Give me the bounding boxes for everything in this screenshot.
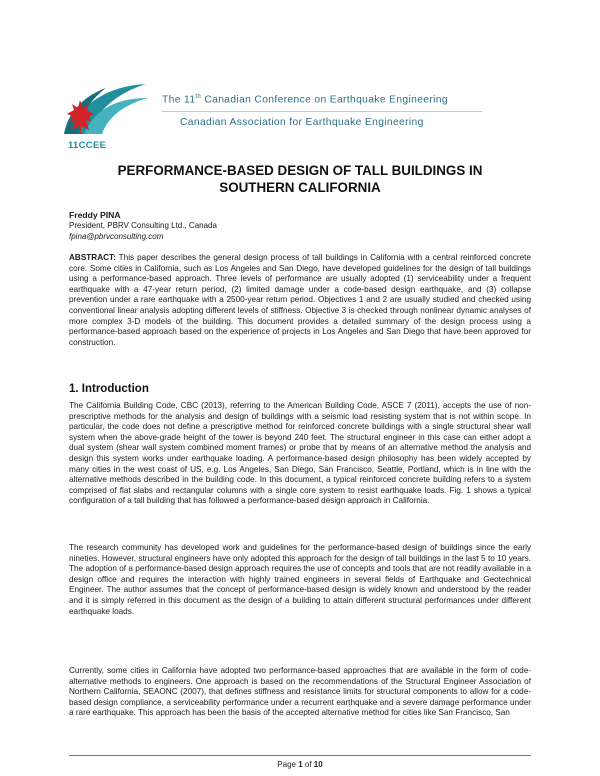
author-name: Freddy PINA [69,210,121,220]
author-affiliation: President, PBRV Consulting Ltd., Canada [69,221,217,230]
paper-title [100,162,500,196]
abstract-label: ABSTRACT: [69,253,116,262]
paragraph-1: The California Building Code, CBC (2013), referring to the American Building Code, ASCE 7 (2011), accepts the use of non-prescriptive methods for the analysis and design of buildings with a seismic load resisting system that is not within scope. In particular, the code does not define a prescriptive method for reinforced concrete buildings with a single structural shear wall system when the above-grade height of the tower is beyond 240 feet. The structural engineer in this case can either adopt a dual system (shear wall system combined moment frames) or probe that by means of an alternative method the analysis and design this system works under earthquake loading. A performance-based design philosophy has been widely accepted by many cities in the west coast of US, e.g. Los Angeles, San Diego, San Francisco, Seattle, Portland, which is in line with the alternative methods described in the building code. In this document, a typical reinforced concrete building refers to a system comprised of flat slabs and rectangular columns with a single core system to resist earthquake loads. Fig. 1 shows a typical configuration of a tall building that has followed a performance-based design approach in California. [69,401,531,506]
abstract [69,253,531,348]
header-divider [162,111,482,112]
conference-title: The 11th Canadian Conference on Earthquake Engineering [162,94,448,106]
author-email: fpina@pbrvconsulting.com [69,231,164,241]
logo-label: 11CCEE [68,140,107,151]
author-block [69,210,529,242]
paragraph-3: Currently, some cities in California have adopted two performance-based approaches that are available in the form of code-alternative methods to engineers. One approach is based on the recommendations of the Structural Engineer Association of Northern California, SEAONC (2007), that defines stiffness and resistance limits for structural components to allow for a code-based design compliance, a serviceability performance under a recurrent earthquake and a severe damage performance under a rare earthquake. This approach has been the basis of the accepted alternative method for cities like San Francisco, San [69,666,531,718]
abstract-text: This paper describes the general design process of tall buildings in California with a central reinforced concrete core. Some cities in California, such as Los Angeles and San Diego, have developed guidelines for the design of tall buildings using a performance-based approach. Three levels of performance are usually adopted (1) serviceability under a frequent earthquake with a 47-year return period, (2) limited damage under a code-based design earthquake, and (3) collapse prevention under a rare earthquake with a 2500-year return period. Objectives 1 and 2 are usually studied and checked using conventional linear analysis adopting different levels of stiffness. Objective 3 is checked through nonlinear dynamic analyses of more complex 3-D models of the building. This document provides a detailed summary of the design process using a performance-based approach based on the experience of projects in Los Angeles and San Diego that have been approved for construction. [69,253,531,347]
paragraph-2: The research community has developed work and guidelines for the performance-based design of buildings since the early nineties. However, structural engineers have only adopted this approach for the design of tall buildings in the last 5 to 10 years. The adoption of a performance-based design approach requires the use of concepts and tools that are not readily available in a design office and requires the interaction with highly trained engineers in several fields of Earthquake and Geotechnical Engineer. The author assumes that the concept of performance-based design is widely known and understood by the reader and it is simply referred in this document as the design of a building to attain different structural performances under different earthquake loads. [69,543,531,616]
page-footer: Page 1 of 10 [277,760,323,769]
title-line-2: SOUTHERN CALIFORNIA [219,180,381,195]
conference-logo [50,72,160,162]
wave-maple-logo-icon [50,72,160,142]
footer-divider [69,755,531,756]
association-title: Canadian Association for Earthquake Engineering [180,117,424,128]
title-line-1: PERFORMANCE-BASED DESIGN OF TALL BUILDINGS IN [117,163,483,178]
section-heading: 1. Introduction [69,383,149,395]
